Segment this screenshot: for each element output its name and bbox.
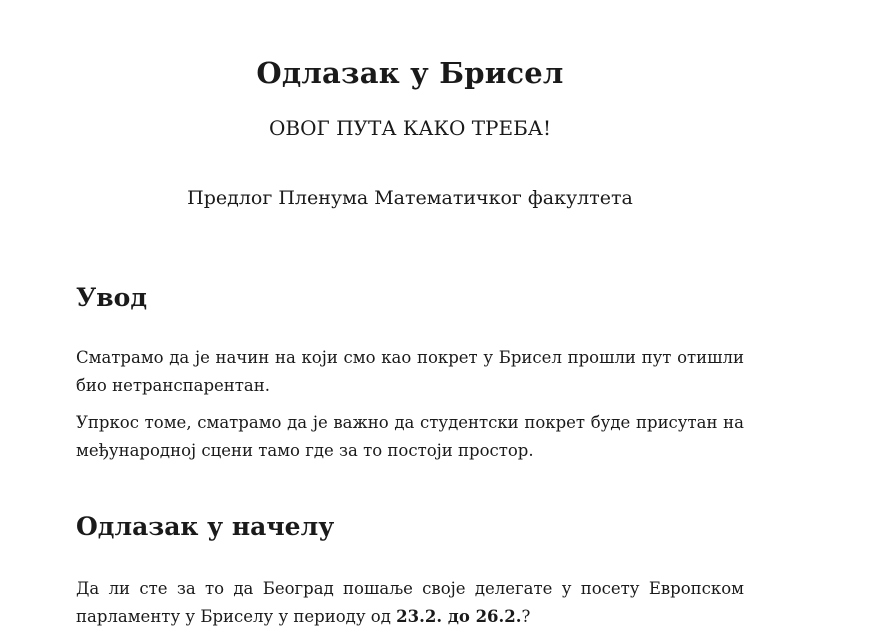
question-text-start: Да ли сте за то да Београд пошаље своје делегате у посету Европском парламенту у Бриселу у периоду од — [76, 579, 744, 626]
document-title: Одлазак у Брисел — [256, 56, 564, 90]
document-author: Предлог Пленума Математичког факултета — [187, 187, 633, 209]
intro-paragraph-1: Сматрамо да је начин на који смо као покрет у Брисел прошли пут отишли био нетранспарентан. — [76, 348, 744, 395]
document-subtitle: ОВОГ ПУТА КАКО ТРЕБА! — [269, 116, 551, 140]
question-mark: ? — [521, 607, 531, 626]
section-heading-intro: Увод — [76, 283, 147, 312]
date-connector: до — [442, 607, 476, 626]
section-heading-departure: Одлазак у начелу — [76, 512, 335, 541]
intro-paragraph-2: Упркос томе, сматрамо да је важно да студентски покрет буде присутан на међународној сцени тамо где за то постоји простор. — [76, 413, 744, 460]
start-date: 23.2. — [396, 607, 443, 626]
departure-question-paragraph — [76, 575, 744, 631]
end-date: 26.2. — [475, 607, 522, 626]
